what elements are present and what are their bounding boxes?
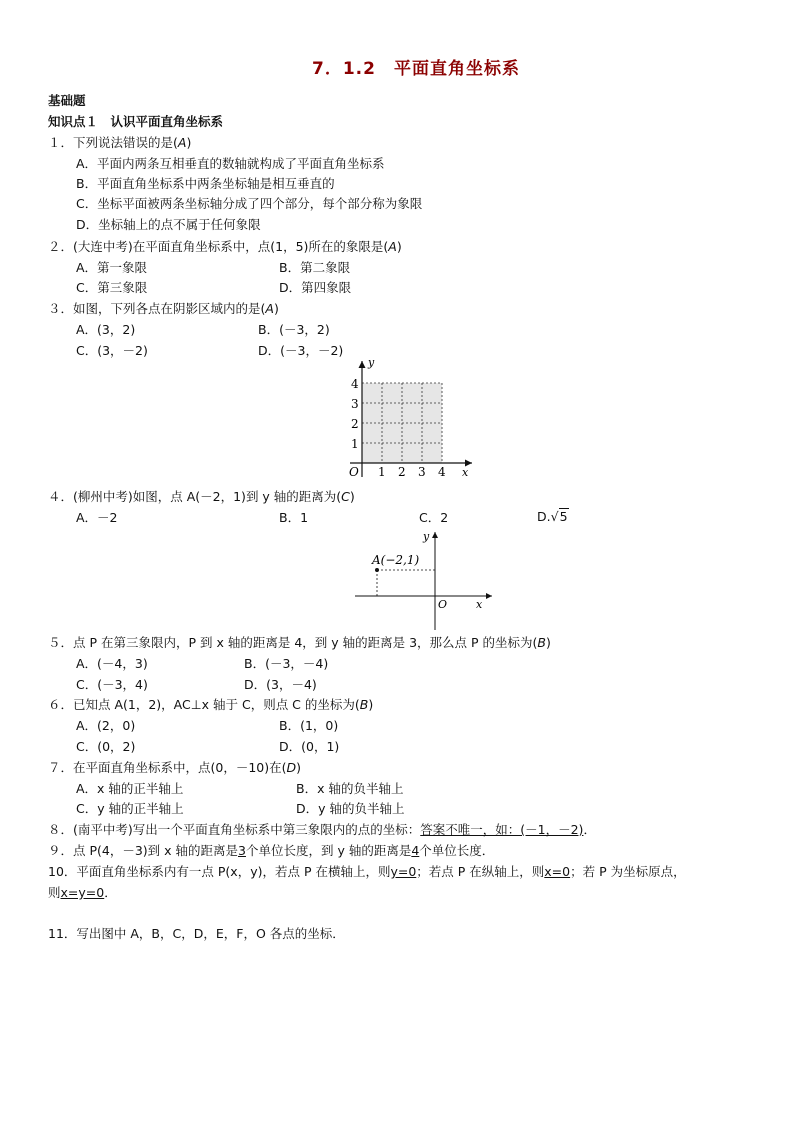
q7-option-d: D．y 轴的负半轴上 bbox=[296, 801, 405, 816]
q10-blank-1: y=0 bbox=[390, 864, 417, 879]
q4-option-c: C．2 bbox=[419, 510, 449, 525]
origin-label: O bbox=[349, 465, 359, 479]
q2-option-a: A．第一象限 bbox=[76, 260, 148, 275]
q4-option-d: D.√5 bbox=[537, 509, 568, 524]
q9-stem: ９．点 P(4，－3)到 x 轴的距离是3个单位长度，到 y 轴的距离是4个单位长度． bbox=[48, 843, 495, 858]
y-tick-label: 4 bbox=[351, 377, 359, 391]
q7-option-b: B．x 轴的负半轴上 bbox=[296, 781, 404, 796]
y-axis-label: y bbox=[423, 530, 430, 543]
q6-option-d: D．(0，1) bbox=[279, 739, 340, 754]
q3-option-b: B．(－3，2) bbox=[258, 322, 330, 337]
q7-answer: D bbox=[286, 760, 297, 775]
q1-option-a: A．平面内两条互相垂直的数轴就构成了平面直角坐标系 bbox=[76, 156, 385, 171]
q4-option-b: B．1 bbox=[279, 510, 309, 525]
q10-line-2: 则x=y=0． bbox=[48, 885, 117, 900]
origin-label: O bbox=[438, 598, 448, 611]
q6-option-c: C．(0，2) bbox=[76, 739, 136, 754]
q2-answer: A bbox=[388, 239, 397, 254]
q4-option-a: A．－2 bbox=[76, 510, 118, 525]
q5-option-b: B．(－3，－4) bbox=[244, 656, 329, 671]
q9-blank-2: 4 bbox=[411, 843, 420, 858]
x-tick-label: 3 bbox=[418, 465, 426, 479]
q8-stem: ８．(南平中考)写出一个平面直角坐标系中第三象限内的点的坐标：答案不唯一，如：(－1，－2)． bbox=[48, 822, 596, 837]
q5-option-a: A．(－4，3) bbox=[76, 656, 148, 671]
sqrt-radicand: 5 bbox=[559, 509, 568, 524]
q2-stem: ２．(大连中考)在平面直角坐标系中，点(1，5)所在的象限是(A) bbox=[48, 239, 402, 254]
page-title: 7．1.2 平面直角坐标系 bbox=[312, 59, 520, 79]
q4-answer: C bbox=[341, 489, 350, 504]
q1-answer: A bbox=[177, 135, 187, 150]
q11-stem: 11．写出图中 A，B，C，D，E，F，O 各点的坐标． bbox=[48, 926, 345, 941]
q10-blank-2: x=0 bbox=[544, 864, 571, 879]
q1-option-b: B．平面直角坐标系中两条坐标轴是相互垂直的 bbox=[76, 176, 335, 191]
q9-blank-1: 3 bbox=[238, 843, 246, 858]
q6-answer: B bbox=[359, 697, 369, 712]
q2-option-b: B．第二象限 bbox=[279, 260, 351, 275]
q5-stem: ５．点 P 在第三象限内，P 到 x 轴的距离是 4，到 y 轴的距离是 3，那么点 P 的坐标为(B) bbox=[48, 635, 551, 650]
q6-option-a: A．(2，0) bbox=[76, 718, 136, 733]
q3-stem: ３．如图，下列各点在阴影区域内的是(A) bbox=[48, 301, 279, 316]
x-tick-label: 2 bbox=[398, 465, 406, 479]
q5-answer: B bbox=[537, 635, 546, 650]
q5-option-d: D．(3，－4) bbox=[244, 677, 317, 692]
q7-option-a: A．x 轴的正半轴上 bbox=[76, 781, 184, 796]
q7-option-c: C．y 轴的正半轴上 bbox=[76, 801, 184, 816]
q6-stem: ６．已知点 A(1，2)，AC⊥x 轴于 C，则点 C 的坐标为(B) bbox=[48, 697, 374, 712]
point-a-label: A(−2,1) bbox=[372, 553, 420, 567]
q3-option-a: A．(3，2) bbox=[76, 322, 136, 337]
x-axis-label: x bbox=[476, 598, 483, 611]
q10-stem: 10．平面直角坐标系内有一点 P(x，y)，若点 P 在横轴上，则y=0；若点 P 在纵轴上，则x=0；若 P 为坐标原点， bbox=[48, 864, 686, 879]
q7-stem: ７．在平面直角坐标系中，点(0，－10)在(D) bbox=[48, 760, 302, 775]
point-a bbox=[375, 568, 379, 572]
section-heading: 基础题 bbox=[48, 93, 86, 108]
x-tick-label: 4 bbox=[438, 465, 446, 479]
x-axis-label: x bbox=[462, 466, 469, 479]
q1-option-c: C．坐标平面被两条坐标轴分成了四个部分，每个部分称为象限 bbox=[76, 196, 423, 211]
q2-option-c: C．第三象限 bbox=[76, 280, 148, 295]
y-axis-label: y bbox=[368, 356, 375, 369]
y-tick-label: 3 bbox=[351, 397, 359, 411]
q1-stem: １．下列说法错误的是(A) bbox=[48, 135, 192, 150]
q1-option-d: D．坐标轴上的点不属于任何象限 bbox=[76, 217, 261, 232]
q3-option-d: D．(－3，－2) bbox=[258, 343, 344, 358]
q6-option-b: B．(1，0) bbox=[279, 718, 339, 733]
y-tick-label: 2 bbox=[351, 417, 359, 431]
y-tick-label: 1 bbox=[351, 437, 359, 451]
sqrt-sign: √ bbox=[550, 509, 559, 524]
q5-option-c: C．(－3，4) bbox=[76, 677, 148, 692]
q8-answer: 答案不唯一，如：(－1，－2) bbox=[420, 822, 584, 837]
q2-option-d: D．第四象限 bbox=[279, 280, 352, 295]
q4-axis-figure bbox=[350, 528, 500, 633]
x-tick-label: 1 bbox=[378, 465, 386, 479]
q3-grid-figure bbox=[340, 355, 480, 480]
q3-option-c: C．(3，－2) bbox=[76, 343, 148, 358]
q3-answer: A bbox=[265, 301, 274, 316]
q4-stem: ４．(柳州中考)如图，点 A(－2，1)到 y 轴的距离为(C) bbox=[48, 489, 355, 504]
knowledge-point-heading: 知识点１ 认识平面直角坐标系 bbox=[48, 114, 224, 129]
q10-blank-3: x=y=0 bbox=[60, 885, 105, 900]
